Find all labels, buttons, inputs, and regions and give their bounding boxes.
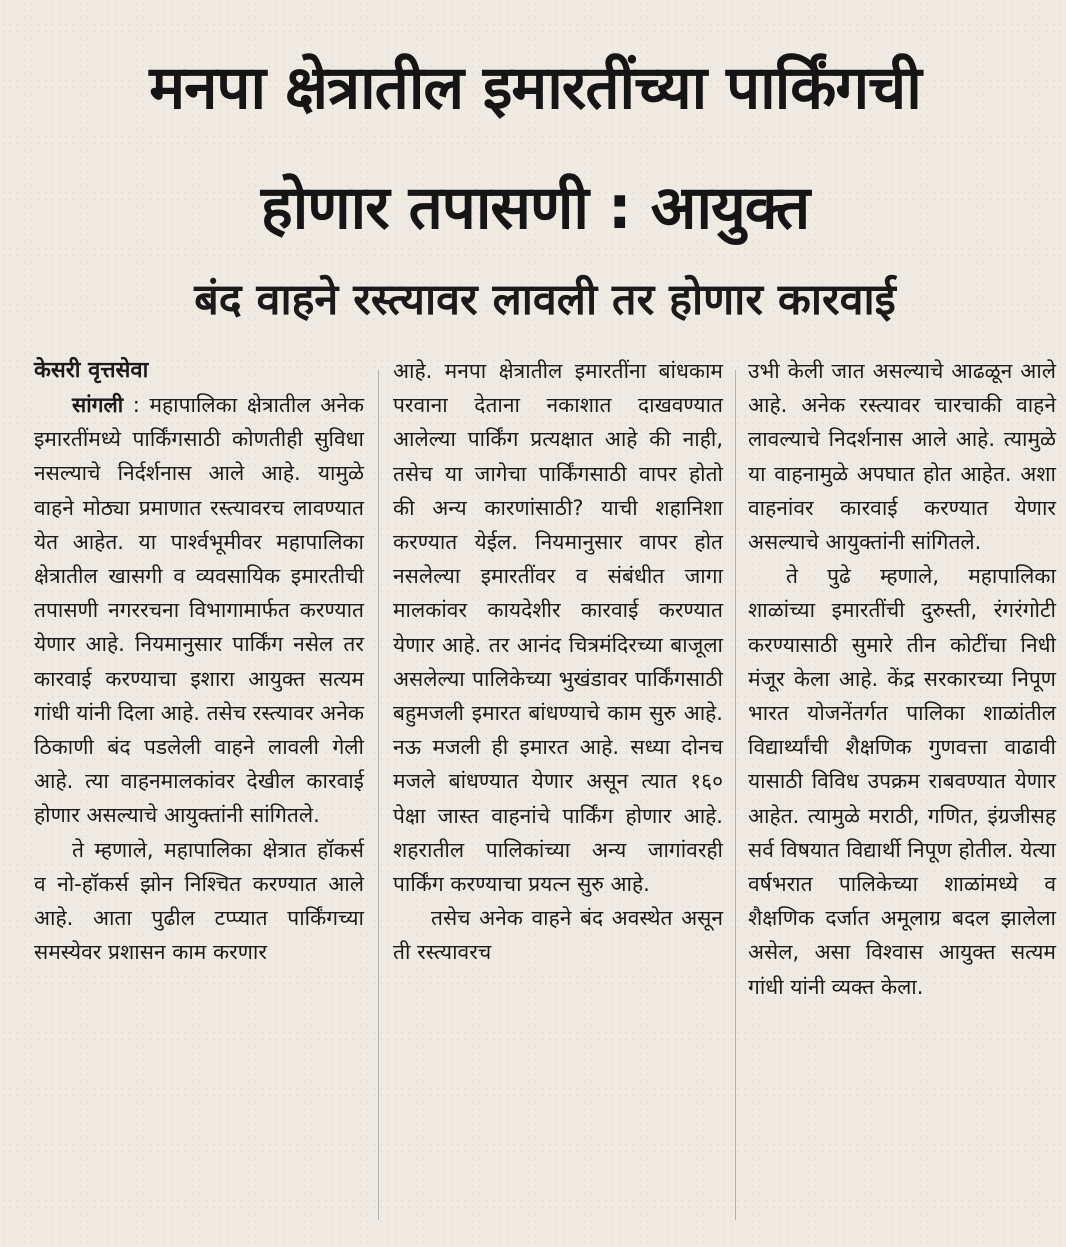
column-divider — [735, 370, 736, 1220]
article-paragraph — [34, 388, 364, 833]
article-paragraph: तसेच अनेक वाहने बंद अवस्थेत असून ती रस्त्यावरच — [393, 906, 723, 965]
dateline: सांगली — [72, 393, 124, 417]
column-divider — [378, 370, 379, 1220]
paragraph-text: : महापालिका क्षेत्रातील अनेक इमारतींमध्ये पार्किंगसाठी कोणतीही सुविधा नसल्याचे निर्दर्शनास आले आहे. यामुळे वाहने मोठ्या प्रमाणात रस्त्यावरच लावण्यात येत आहेत. या पार्श्वभूमीवर महापालिका क्षेत्रातील खासगी व व्यवसायिक इमारतीची तपासणी नगररचना विभागामार्फत करण्यात येणार आहे. नियमानुसार पार्किंग नसेल तर कारवाई करण्याचा इशारा आयुक्त सत्यम गांधी यांनी दिला आहे. तसेच रस्त्यावर अनेक ठिकाणी बंद पडलेली वाहने लावली गेली आहे. त्या वाहनमालकांवर देखील कारवाई होणार असल्याचे आयुक्तांनी सांगितले. — [34, 393, 364, 828]
headline-line-2: होणार तपासणी : आयुक्त — [260, 173, 810, 243]
article-paragraph: आहे. मनपा क्षेत्रातील इमारतींना बांधकाम परवाना देताना नकाशात दाखवण्यात आलेल्या पार्किंग प्रत्यक्षात आहे की नाही, तसेच या जागेचा पार्किंगसाठी वापर होतो की अन्य कारणांसाठी? याची शहानिशा करण्यात येईल. नियमानुसार वापर होत नसलेल्या इमारतींवर व संबंधीत जागा मालकांवर कायदेशीर कारवाई करण्यात येणार आहे. तर आनंद चित्रमंदिरच्या बाजूला असलेल्या पालिकेच्या भुखंडावर पार्किंगसाठी बहुमजली इमारत बांधण्याचे काम सुरु आहे. नऊ मजली ही इमारत आहे. सध्या दोनच मजले बांधण्यात येणार असून त्यात १६० पेक्षा जास्त वाहनांचे पार्किंग होणार आहे. शहरातील पालिकांच्या अन्य जागांवरही पार्किंग करण्याचा प्रयत्न सुरु आहे. — [393, 359, 723, 897]
subheadline: बंद वाहने रस्त्यावर लावली तर होणार कारवाई — [194, 275, 896, 325]
article-paragraph: ते पुढे म्हणाले, महापालिका शाळांच्या इमारतींची दुरुस्ती, रंगरंगोटी करण्यासाठी सुमारे तीन कोटींचा निधी मंजूर केला आहे. केंद्र सरकारच्या निपूण भारत योजनेंतर्गत पालिका शाळांतील विद्यार्थ्यांची शैक्षणिक गुणवत्ता वाढावी यासाठी विविध उपक्रम राबवण्यात येणार आहेत. त्यामुळे मराठी, गणित, इंग्रजीसह सर्व विषयात विद्यार्थी निपूण होतील. येत्या वर्षभरात पालिकेच्या शाळांमध्ये व शैक्षणिक दर्जात अमूलाग्र बदल झालेला असेल, असा विश्वास आयुक्त सत्यम गांधी यांनी व्यक्त केला. — [748, 564, 1056, 999]
article-column-2 — [393, 354, 723, 970]
article-column-3 — [748, 354, 1056, 1004]
article-paragraph: ते म्हणाले, महापालिका क्षेत्रात हॉकर्स व नो-हॉकर्स झोन निश्चित करण्यात आले आहे. आता पुढील टप्प्यात पार्किंगच्या समस्येवर प्रशासन काम करणार — [34, 837, 364, 965]
article-column-1 — [34, 354, 364, 969]
article-paragraph: उभी केली जात असल्याचे आढळून आले आहे. अनेक रस्त्यावर चारचाकी वाहने लावल्याचे निदर्शनास आले आहे. त्यामुळे या वाहनामुळे अपघात होत आहेत. अशा वाहनांवर कारवाई करण्यात येणार असल्याचे आयुक्तांनी सांगितले. — [748, 359, 1056, 555]
headline-line-1: मनपा क्षेत्रातील इमारतींच्या पार्किंगची — [149, 53, 921, 123]
byline: केसरी वृत्तसेवा — [34, 358, 149, 383]
